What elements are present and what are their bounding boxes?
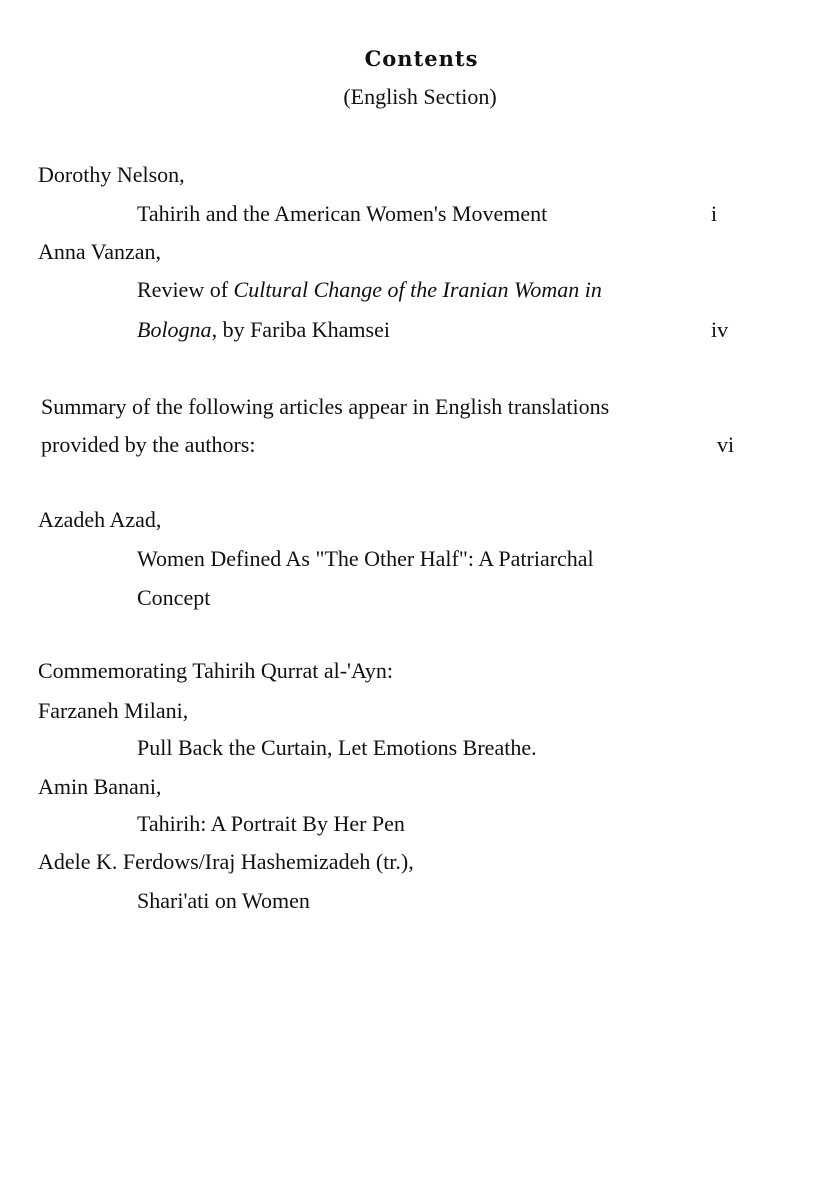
- commemoration-title: Shari'ati on Women: [137, 888, 310, 913]
- commemoration-title: Tahirih: A Portrait By Her Pen: [137, 811, 405, 836]
- commemoration-author: Farzaneh Milani,: [38, 698, 189, 723]
- entry-author: Anna Vanzan,: [38, 239, 161, 264]
- summary-page-number: vi: [717, 432, 735, 457]
- entry-title-prefix: Review of: [137, 277, 234, 302]
- commemoration-title: Pull Back the Curtain, Let Emotions Breathe.: [137, 735, 537, 760]
- page-title: Contents: [364, 46, 479, 71]
- article-author: Azadeh Azad,: [38, 507, 162, 532]
- summary-line: Summary of the following articles appear in English translations: [41, 394, 610, 419]
- entry-title-italic: Cultural Change of the Iranian Woman: [233, 277, 580, 302]
- article-title: Women Defined As "The Other Half": A Patriarchal: [137, 546, 594, 571]
- entry-title-continued: [137, 317, 390, 343]
- entry-title-suffix: , by Fariba Khamsei: [211, 317, 390, 342]
- entry-title-italic-in: in: [579, 277, 602, 302]
- entry-title: Tahirih and the American Women's Movement: [137, 201, 548, 226]
- commemoration-author: Amin Banani,: [38, 774, 162, 799]
- summary-line: provided by the authors:: [41, 432, 256, 457]
- commemoration-author: Adele K. Ferdows/Iraj Hashemizadeh (tr.),: [38, 849, 414, 874]
- entry-title-italic: Bologna: [137, 317, 212, 342]
- page-subtitle: (English Section): [343, 84, 497, 109]
- commemoration-heading: Commemorating Tahirih Qurrat al-'Ayn:: [38, 658, 393, 683]
- entry-page-number: i: [711, 201, 718, 226]
- entry-page-number: iv: [711, 317, 729, 342]
- entry-title: [137, 277, 602, 303]
- article-title-continued: Concept: [137, 585, 211, 610]
- entry-author: Dorothy Nelson,: [38, 162, 185, 187]
